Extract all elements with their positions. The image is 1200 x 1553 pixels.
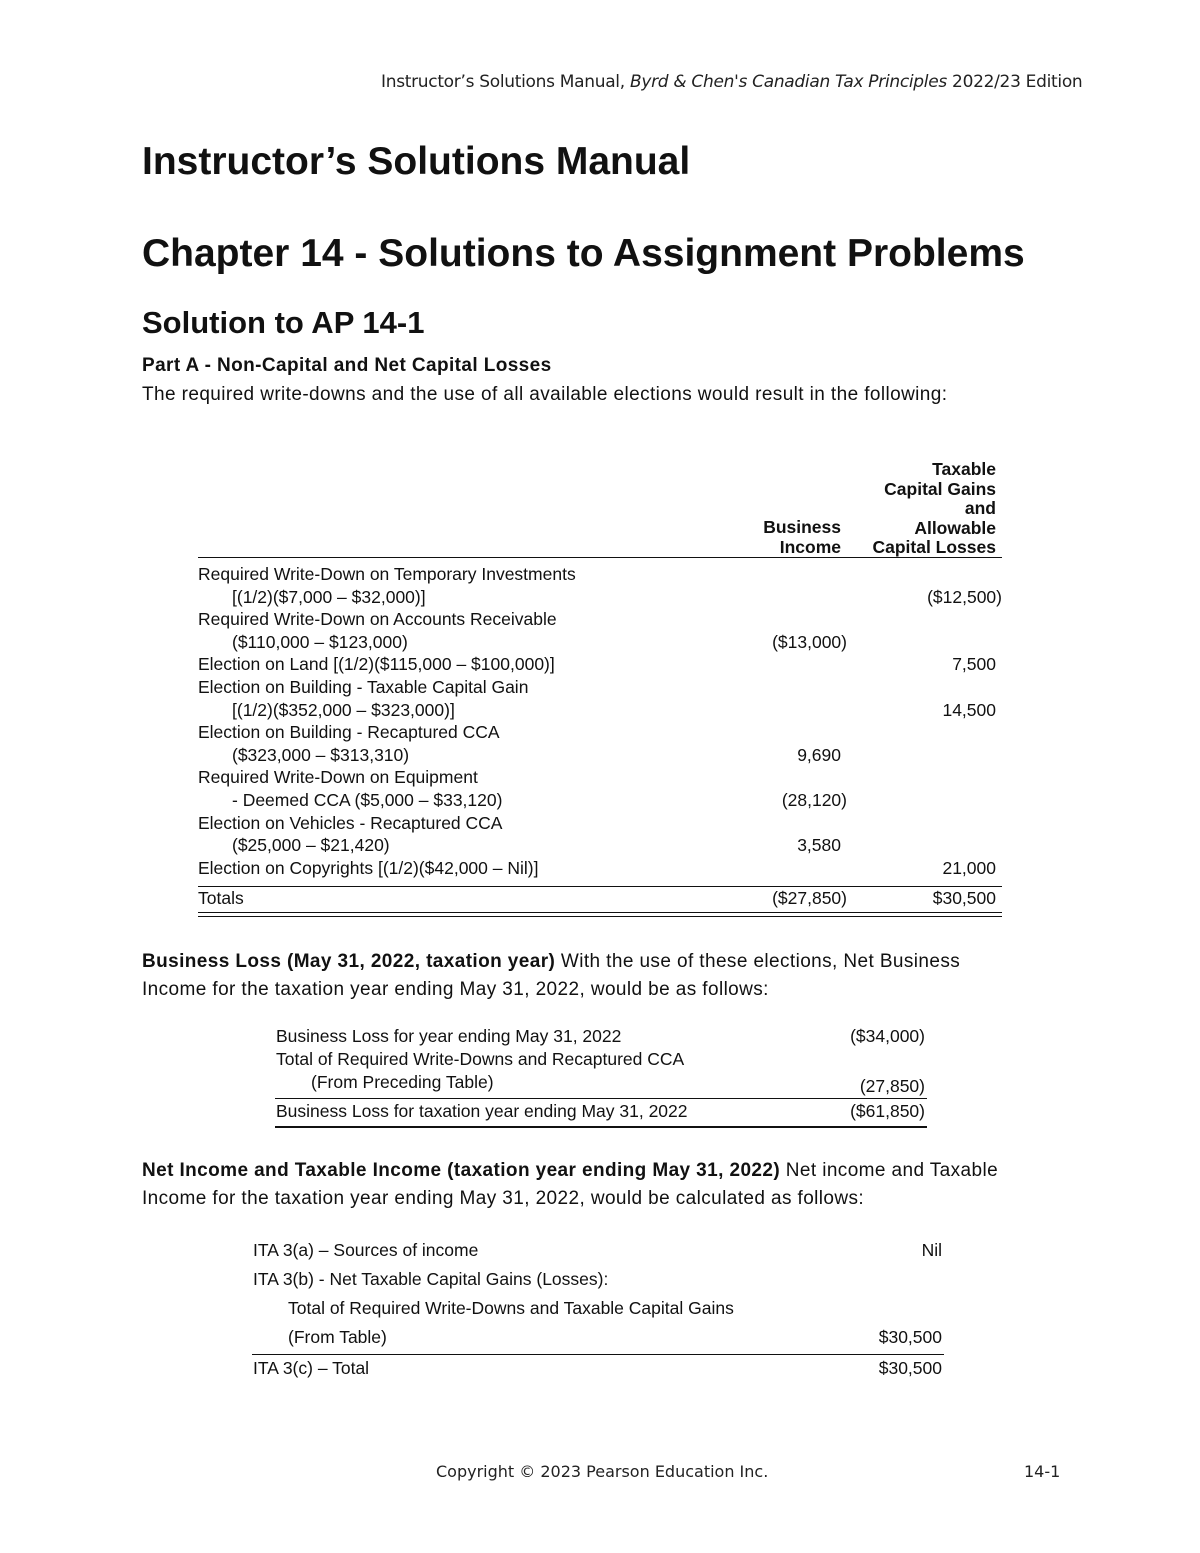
col-header-line: Income [779, 536, 841, 557]
table1-row-label: ($323,000 – $313,310) [232, 744, 410, 765]
col-header-line: Business [763, 517, 841, 537]
col-header-line: and [964, 498, 996, 518]
table1-row-label: Election on Building - Taxable Capital Gain [198, 677, 529, 697]
running-header-text: Instructor’s Solutions Manual, [381, 72, 630, 92]
bl-total-rule [275, 1098, 927, 1099]
running-header-edition: 2022/23 Edition [946, 72, 1083, 92]
intro-paragraph: The required write-downs and the use of all available elections would result in the following: [142, 384, 948, 405]
table1-row-label: Election on Building - Recaptured CCA [198, 722, 500, 743]
footer-page-number: 14-1 [1024, 1462, 1061, 1481]
net-income-text: Net income and Taxable Income for the taxation year ending May 31, 2022, would be calculated as follows: [142, 1160, 999, 1209]
table1-row-label: ($25,000 – $21,420) [232, 835, 390, 856]
col-header-line: Taxable [932, 459, 996, 479]
document-title: Instructor’s Solutions Manual [142, 140, 691, 183]
table1-row-business: 9,690 [797, 744, 841, 765]
net-income-paragraph [142, 1157, 1042, 1213]
table1-row-label: [(1/2)($352,000 – $323,000)] [232, 699, 455, 720]
table1-row-business: (28,120) [781, 790, 847, 810]
ni-row2-label: ITA 3(b) - Net Taxable Capital Gains (Losses): [253, 1269, 609, 1289]
table1-row-business: ($13,000) [772, 631, 847, 652]
bl-row1-label: Business Loss for year ending May 31, 2022 [276, 1026, 622, 1046]
running-header-book-title: Byrd & Chen's Canadian Tax Principles [629, 72, 947, 92]
ni-total-value: $30,500 [878, 1358, 942, 1378]
bl-row3-label: (From Preceding Table) [311, 1072, 494, 1092]
table1-totals-business: ($27,850) [772, 888, 847, 908]
col-header-business-income [700, 518, 841, 557]
table1-totals-rule [198, 886, 1002, 887]
part-a-title: Part A - Non-Capital and Net Capital Losses [142, 355, 552, 376]
col-header-line: Capital Losses [872, 537, 996, 557]
ni-row3-label: Total of Required Write-Downs and Taxable Capital Gains [288, 1298, 734, 1318]
bl-bottom-rule [275, 1126, 927, 1128]
table1-row-label: ($110,000 – $123,000) [232, 631, 408, 652]
net-income-heading: Net Income and Taxable Income (taxation year ending May 31, 2022) [142, 1160, 781, 1181]
table1-row-label: Election on Copyrights [(1/2)($42,000 – Nil)] [198, 857, 539, 878]
table1-row-capital: 21,000 [942, 857, 996, 878]
table1-totals-label: Totals [198, 888, 244, 908]
business-loss-heading: Business Loss (May 31, 2022, taxation year) [142, 951, 556, 972]
table1-row-label: Required Write-Down on Temporary Investments [198, 564, 576, 584]
chapter-title: Chapter 14 - Solutions to Assignment Problems [142, 232, 1025, 275]
table1-totals-capital: $30,500 [932, 888, 996, 908]
ni-row4-label: (From Table) [288, 1327, 387, 1347]
bl-row3-value: (27,850) [859, 1076, 925, 1096]
bl-row1-value: ($34,000) [850, 1026, 925, 1046]
table1-row-capital: 14,500 [942, 699, 996, 720]
table1-double-rule [198, 912, 1002, 917]
ni-row4-value: $30,500 [878, 1327, 942, 1347]
table1-header-rule [198, 557, 1002, 558]
table1-row-label: Election on Vehicles - Recaptured CCA [198, 812, 503, 833]
table1-row-capital: 7,500 [952, 654, 996, 675]
bl-row2-label: Total of Required Write-Downs and Recaptured CCA [276, 1049, 685, 1069]
col-header-line: Capital Gains [884, 478, 996, 499]
table1-row-label: - Deemed CCA ($5,000 – $33,120) [232, 790, 503, 810]
table1-row-label: [(1/2)($7,000 – $32,000)] [232, 586, 426, 607]
col-header-capital-gains [846, 460, 996, 558]
table1-row-label: Election on Land [(1/2)($115,000 – $100,000)] [198, 654, 555, 675]
table1-row-business: 3,580 [797, 835, 841, 856]
ni-row1-value: Nil [921, 1240, 942, 1260]
table1-row-capital: ($12,500) [927, 586, 1002, 607]
running-header [381, 72, 1083, 92]
table1-row-label: Required Write-Down on Equipment [198, 767, 478, 788]
section-title: Solution to AP 14-1 [142, 305, 425, 340]
ni-total-rule [252, 1354, 944, 1355]
business-loss-text: With the use of these elections, Net Business Income for the taxation year ending May 31, 2022, would be as follows: [142, 951, 961, 1000]
footer-copyright: Copyright © 2023 Pearson Education Inc. [436, 1462, 769, 1481]
business-loss-paragraph [142, 948, 1022, 1004]
bl-total-value: ($61,850) [850, 1101, 925, 1121]
ni-row1-label: ITA 3(a) – Sources of income [253, 1240, 479, 1260]
col-header-line: Allowable [914, 517, 996, 538]
table1-row-label: Required Write-Down on Accounts Receivable [198, 609, 557, 630]
bl-total-label: Business Loss for taxation year ending May 31, 2022 [276, 1101, 688, 1121]
ni-total-label: ITA 3(c) – Total [253, 1358, 370, 1378]
